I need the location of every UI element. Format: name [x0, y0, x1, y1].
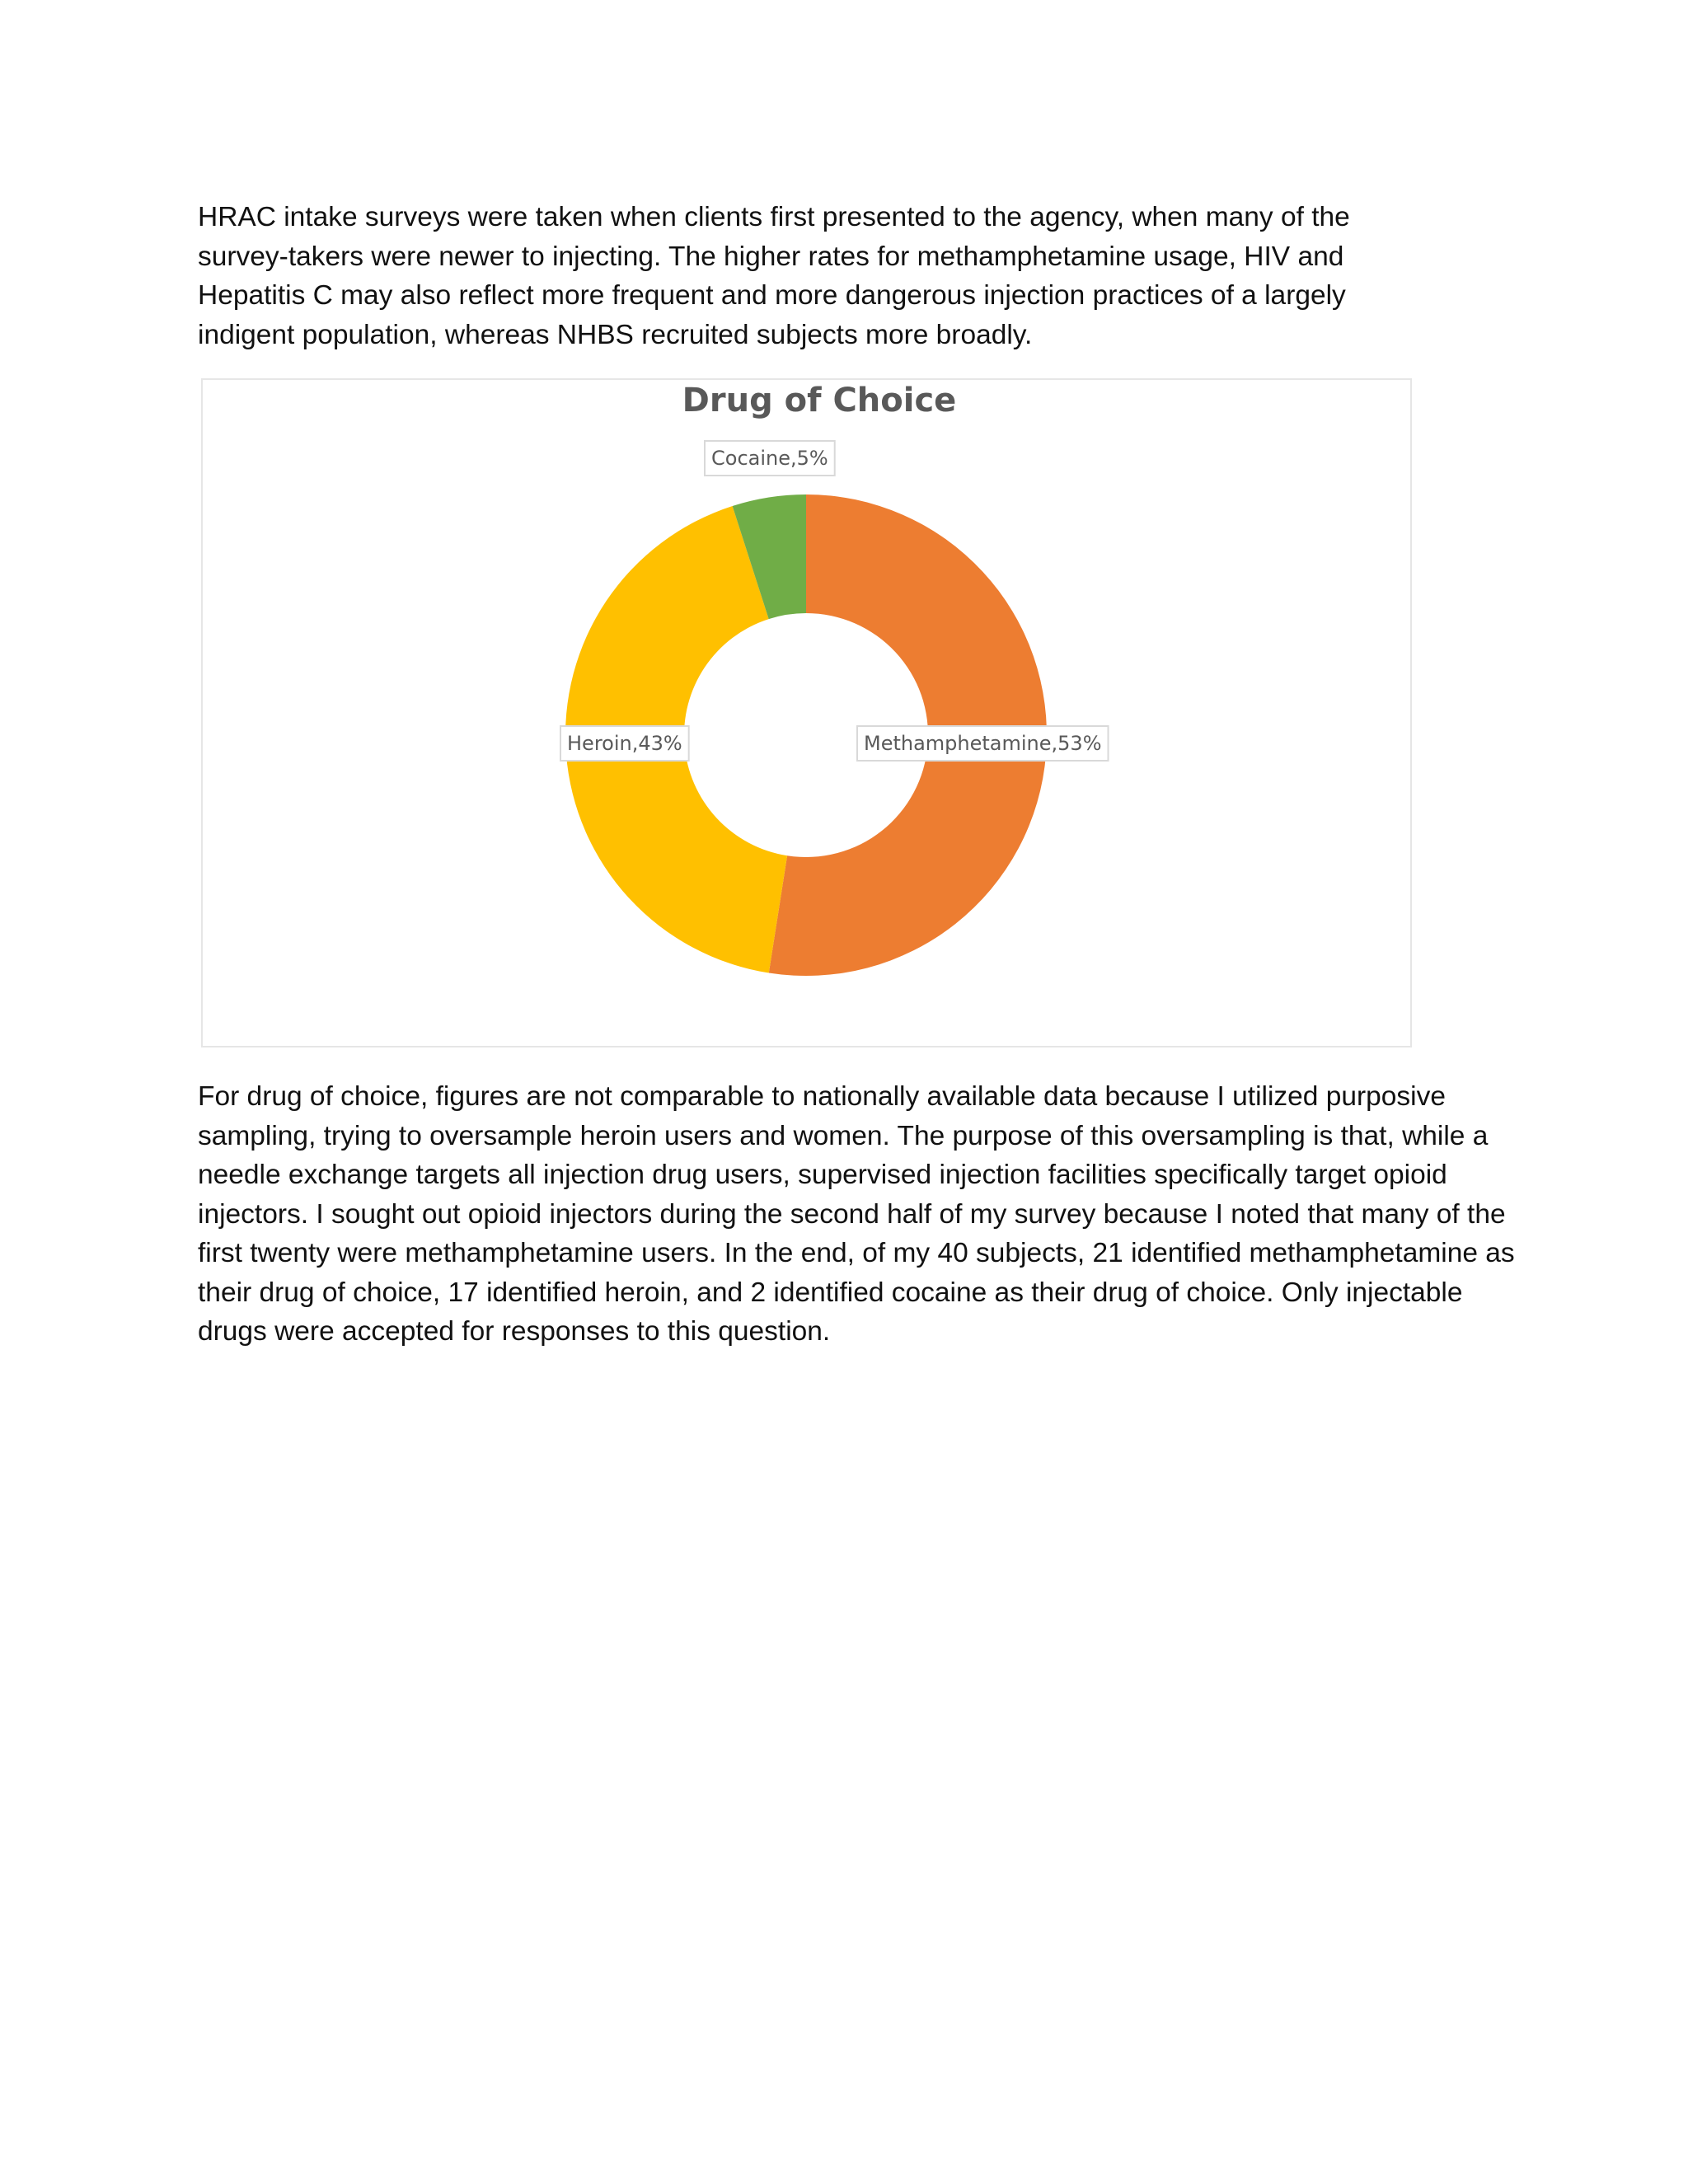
svg-text:Methamphetamine,53%: Methamphetamine,53% — [864, 732, 1102, 755]
svg-text:Cocaine,5%: Cocaine,5% — [711, 447, 828, 470]
paragraph-intro: HRAC intake surveys were taken when clients first presented to the agency, when many of the survey-takers were newer to injecting. The higher rates for methamphetamine usage, HIV and Hepatitis C may also reflect more frequent and more dangerous injection practices of a largely indigent population, whereas NHBS recruited subjects more broadly. — [198, 202, 1350, 350]
chart-title: Drug of Choice — [682, 382, 957, 419]
svg-text:Heroin,43%: Heroin,43% — [567, 732, 682, 755]
data-label-methamphetamine — [857, 726, 1109, 761]
paragraph-drug-of-choice: For drug of choice, figures are not comparable to nationally available data because I utilized purposive sampling, trying to oversample heroin users and women. The purpose of this oversampling is that, while a needle exchange targets all injection drug users, supervised injection facilities specifically target opioid injectors. I sought out opioid injectors during the second half of my survey because I noted that many of the first twenty were methamphetamine users. In the end, of my 40 subjects, 21 identified methamphetamine as their drug of choice, 17 identified heroin, and 2 identified cocaine as their drug of choice. Only injectable drugs were accepted for responses to this question. — [198, 1081, 1515, 1347]
data-label-heroin — [560, 726, 689, 761]
data-label-cocaine — [705, 441, 835, 476]
